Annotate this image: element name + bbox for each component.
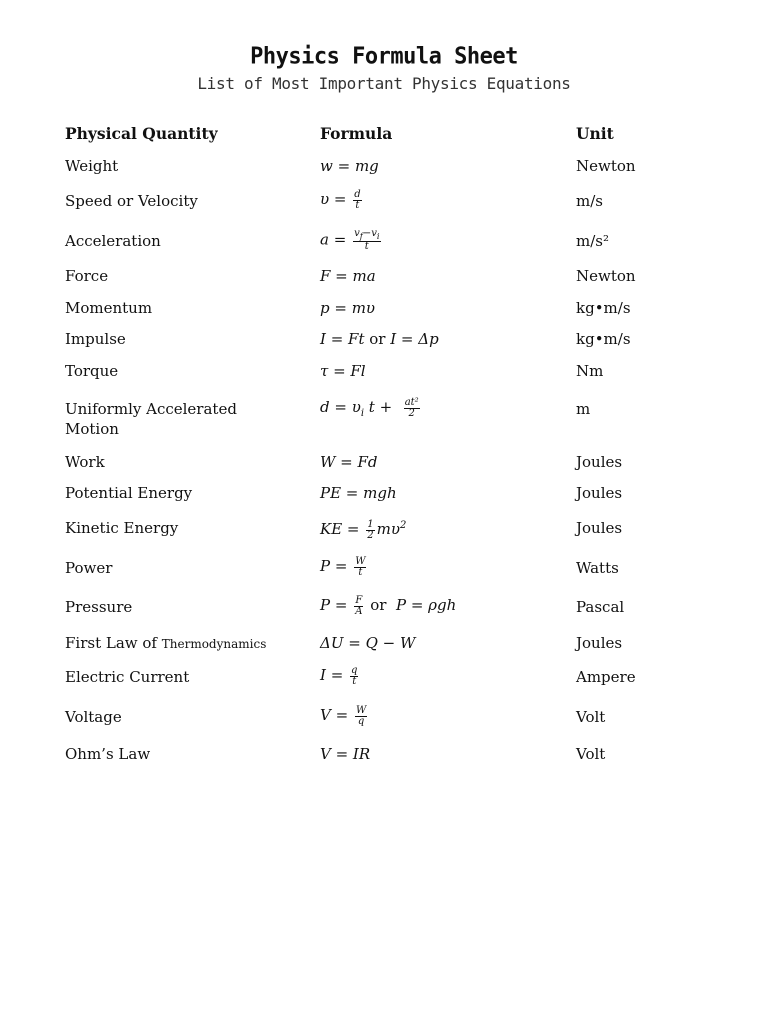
unit-pressure: Pascal: [576, 598, 625, 616]
quantity-force: Force: [65, 267, 109, 285]
formula-pressure: P = $\frac{F}{A}$ or P = ρgh: [320, 594, 457, 617]
formula-voltage: V = $\frac{W}{q}$: [320, 704, 367, 727]
formula-momentum: p = mυ: [320, 299, 376, 317]
formula-impulse: I = Ft or I = Δp: [320, 330, 439, 348]
quantity-power: Power: [65, 559, 113, 577]
unit-uniform-motion: m: [576, 400, 591, 418]
page-title: Physics Formula Sheet: [250, 43, 518, 70]
formula-weight: w = mg: [320, 157, 379, 175]
quantity-ohms-law: Ohm’s Law: [65, 745, 151, 763]
unit-electric-current: Ampere: [576, 668, 636, 686]
quantity-kinetic-energy: Kinetic Energy: [65, 519, 179, 537]
formula-kinetic-energy: KE = $\frac{1}{2}$ $m\upsilon^2$: [320, 518, 407, 541]
formula-ohms-law: V = IR: [320, 745, 371, 763]
unit-speed: m/s: [576, 192, 603, 210]
column-header-quantity: Physical Quantity: [65, 124, 218, 143]
quantity-torque: Torque: [65, 362, 119, 380]
quantity-weight: Weight: [65, 157, 119, 175]
unit-acceleration: m/s²: [576, 232, 609, 250]
quantity-first-law-small: Thermodynamics: [161, 637, 267, 651]
unit-power: Watts: [576, 559, 619, 577]
unit-force: Newton: [576, 267, 636, 285]
unit-potential-energy: Joules: [576, 484, 623, 502]
formula-work: W = Fd: [320, 453, 378, 471]
formula-force: F = ma: [320, 267, 376, 285]
quantity-uniform-motion: Uniformly Accelerated: [65, 400, 237, 418]
unit-impulse: kg•m/s: [576, 330, 631, 348]
quantity-potential-energy: Potential Energy: [65, 484, 193, 502]
column-header-unit: Unit: [576, 124, 614, 143]
formula-electric-current: I = $\frac{q}{t}$: [320, 664, 358, 687]
unit-kinetic-energy: Joules: [576, 519, 623, 537]
unit-work: Joules: [576, 453, 623, 471]
quantity-speed: Speed or Velocity: [65, 192, 198, 210]
quantity-acceleration: Acceleration: [65, 232, 161, 250]
formula-acceleration: a = $\frac{v_f-v_i}{t}$: [320, 228, 380, 252]
unit-torque: Nm: [576, 362, 604, 380]
unit-momentum: kg•m/s: [576, 299, 631, 317]
quantity-momentum: Momentum: [65, 299, 153, 317]
quantity-electric-current: Electric Current: [65, 668, 190, 686]
unit-ohms-law: Volt: [576, 745, 606, 763]
quantity-work: Work: [65, 453, 105, 471]
page-subtitle: List of Most Important Physics Equations: [197, 74, 571, 93]
unit-first-law: Joules: [576, 634, 623, 652]
formula-first-law: ΔU = Q − W: [320, 634, 416, 652]
unit-voltage: Volt: [576, 708, 606, 726]
quantity-uniform-motion-line2: Motion: [65, 420, 119, 438]
formula-potential-energy: PE = mgh: [320, 484, 397, 502]
quantity-first-law: [65, 633, 266, 654]
column-header-formula: Formula: [320, 124, 393, 143]
formula-uniform-motion: $d = \upsilon_i$ t + $\frac{\text{at²}}{2}$: [320, 396, 419, 419]
formula-torque: τ = Fl: [320, 362, 366, 380]
formula-speed: υ = $\frac{d}{t}$: [320, 188, 361, 211]
quantity-first-law-main: First Law of: [65, 634, 157, 652]
quantity-impulse: Impulse: [65, 330, 126, 348]
quantity-voltage: Voltage: [65, 708, 122, 726]
unit-weight: Newton: [576, 157, 636, 175]
quantity-pressure: Pressure: [65, 598, 133, 616]
formula-power: P = $\frac{W}{t}$: [320, 555, 366, 578]
